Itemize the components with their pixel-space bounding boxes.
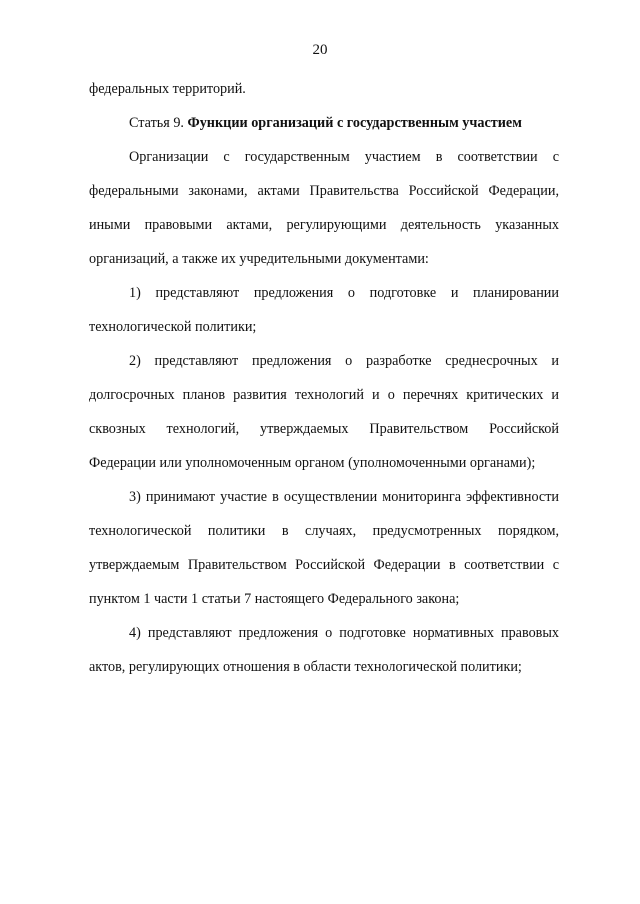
article-label: Статья 9.: [129, 115, 184, 131]
continuation-text: федеральных территорий.: [89, 81, 246, 97]
list-item: 3) принимают участие в осуществлении мониторинга эффективности технологической политики в случаях, предусмотренных порядком, утверждаемым Правительством Российской Федерации в соответствии с пунктом 1 части 1 статьи 7 настоящего Федерального закона;: [89, 489, 559, 607]
list-item: 2) представляют предложения о разработке среднесрочных и долгосрочных планов развития технологий и о перечнях критических и сквозных технологий, утверждаемых Правительством Российской Федерации или уполномоченным органом (уполномоченными органами);: [89, 353, 559, 471]
article-title: Функции организаций с государственным участием: [187, 115, 522, 131]
article-heading: [89, 106, 559, 140]
page-number: 20: [312, 42, 328, 58]
article-intro: Организации с государственным участием в соответствии с федеральными законами, актами Правительства Российской Федерации, иными правовыми актами, регулирующими деятельность указанных организаций, а также их учредительными документами:: [89, 149, 559, 267]
list-item: 4) представляют предложения о подготовке нормативных правовых актов, регулирующих отношения в области технологической политики;: [89, 625, 559, 675]
list-item: 1) представляют предложения о подготовке и планировании технологической политики;: [89, 285, 559, 335]
document-body: [89, 72, 559, 684]
